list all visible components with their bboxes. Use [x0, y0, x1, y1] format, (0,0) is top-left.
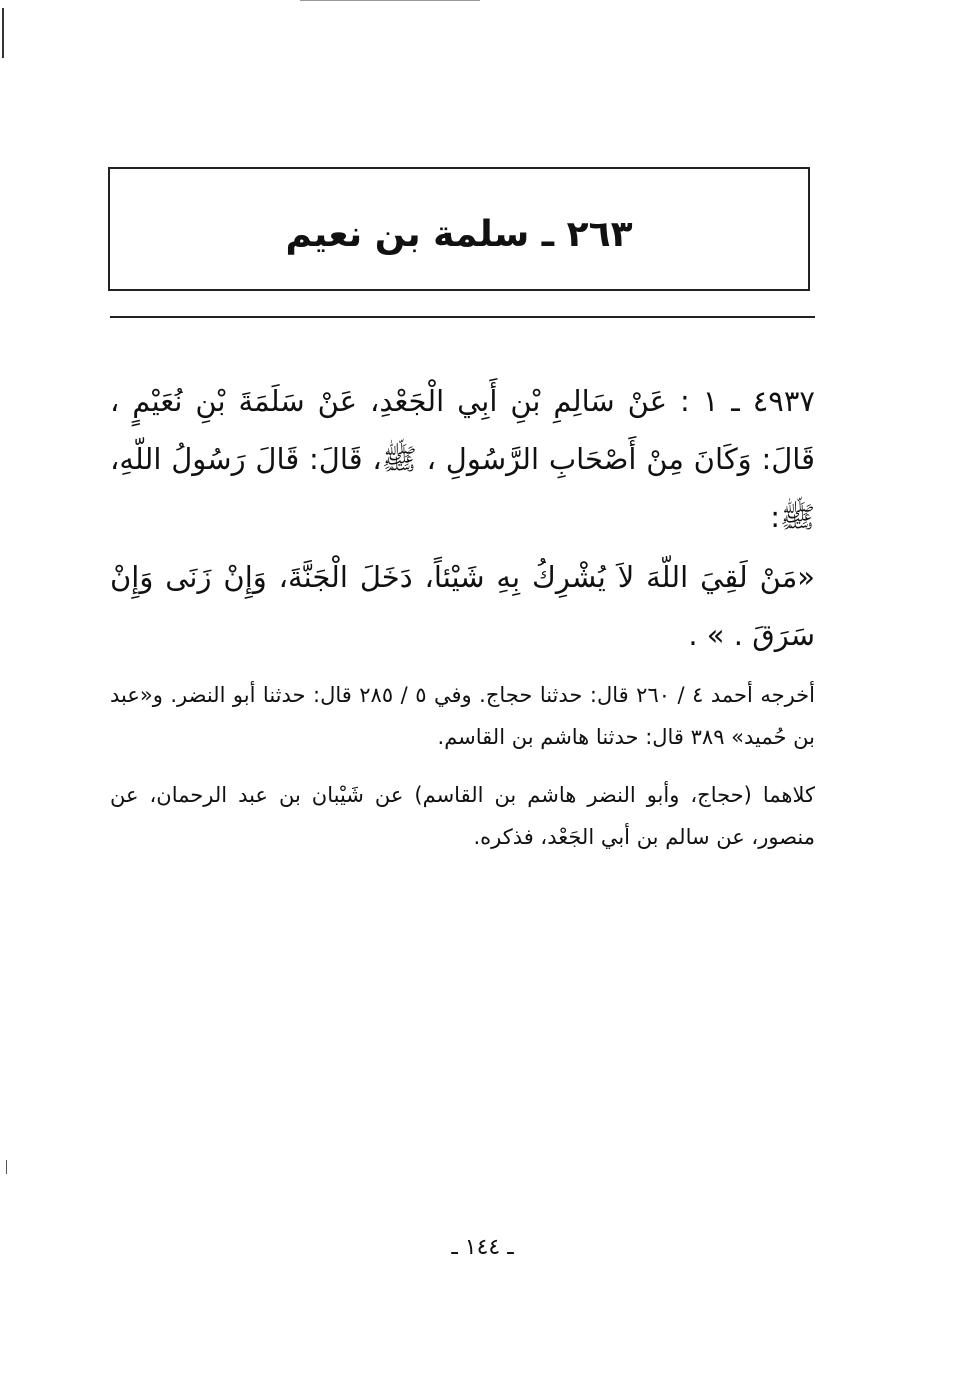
chapter-title-box: [108, 167, 810, 291]
scan-edge-mark: [2, 8, 4, 58]
footnote: أخرجه أحمد ٤ / ٢٦٠ قال: حدثنا حجاج. وفي ٥ / ٢٨٥ قال: حدثنا أبو النضر. و«عبد بن حُميد» ٣٨٩ قال: حدثنا هاشم بن القاسم.: [110, 683, 815, 749]
scan-edge-mark: [6, 1160, 7, 1174]
hadith-text: ٤٩٣٧ ـ ١ : عَنْ سَالِمِ بْنِ أَبِي الْجَعْدِ، عَنْ سَلَمَةَ بْنِ نُعَيْمٍ ، قَالَ: وَكَانَ مِنْ أَصْحَابِ الرَّسُولِ ، ﷺ، قَالَ: قَالَ رَسُولُ اللّهِ، ﷺ:: [110, 384, 816, 534]
section-separator: [110, 316, 815, 318]
footnote: كلاهما (حجاج، وأبو النضر هاشم بن القاسم) عن شَيْبان بن عبد الرحمان، عن منصور، عن سالم بن أبي الجَعْد، فذكره.: [110, 783, 815, 849]
hadith-quote: «مَنْ لَقِيَ اللّهَ لاَ يُشْرِكُ بِهِ شَيْئاً، دَخَلَ الْجَنَّةَ، وَإِنْ زَنَى وَإِنْ سَرَقَ . » .: [110, 560, 815, 652]
chapter-title: ٢٦٣ ـ سلمة بن نعيم: [285, 213, 633, 255]
page-number: ـ ١٤٤ ـ: [451, 1235, 514, 1260]
top-edge-rule: [300, 0, 480, 1]
